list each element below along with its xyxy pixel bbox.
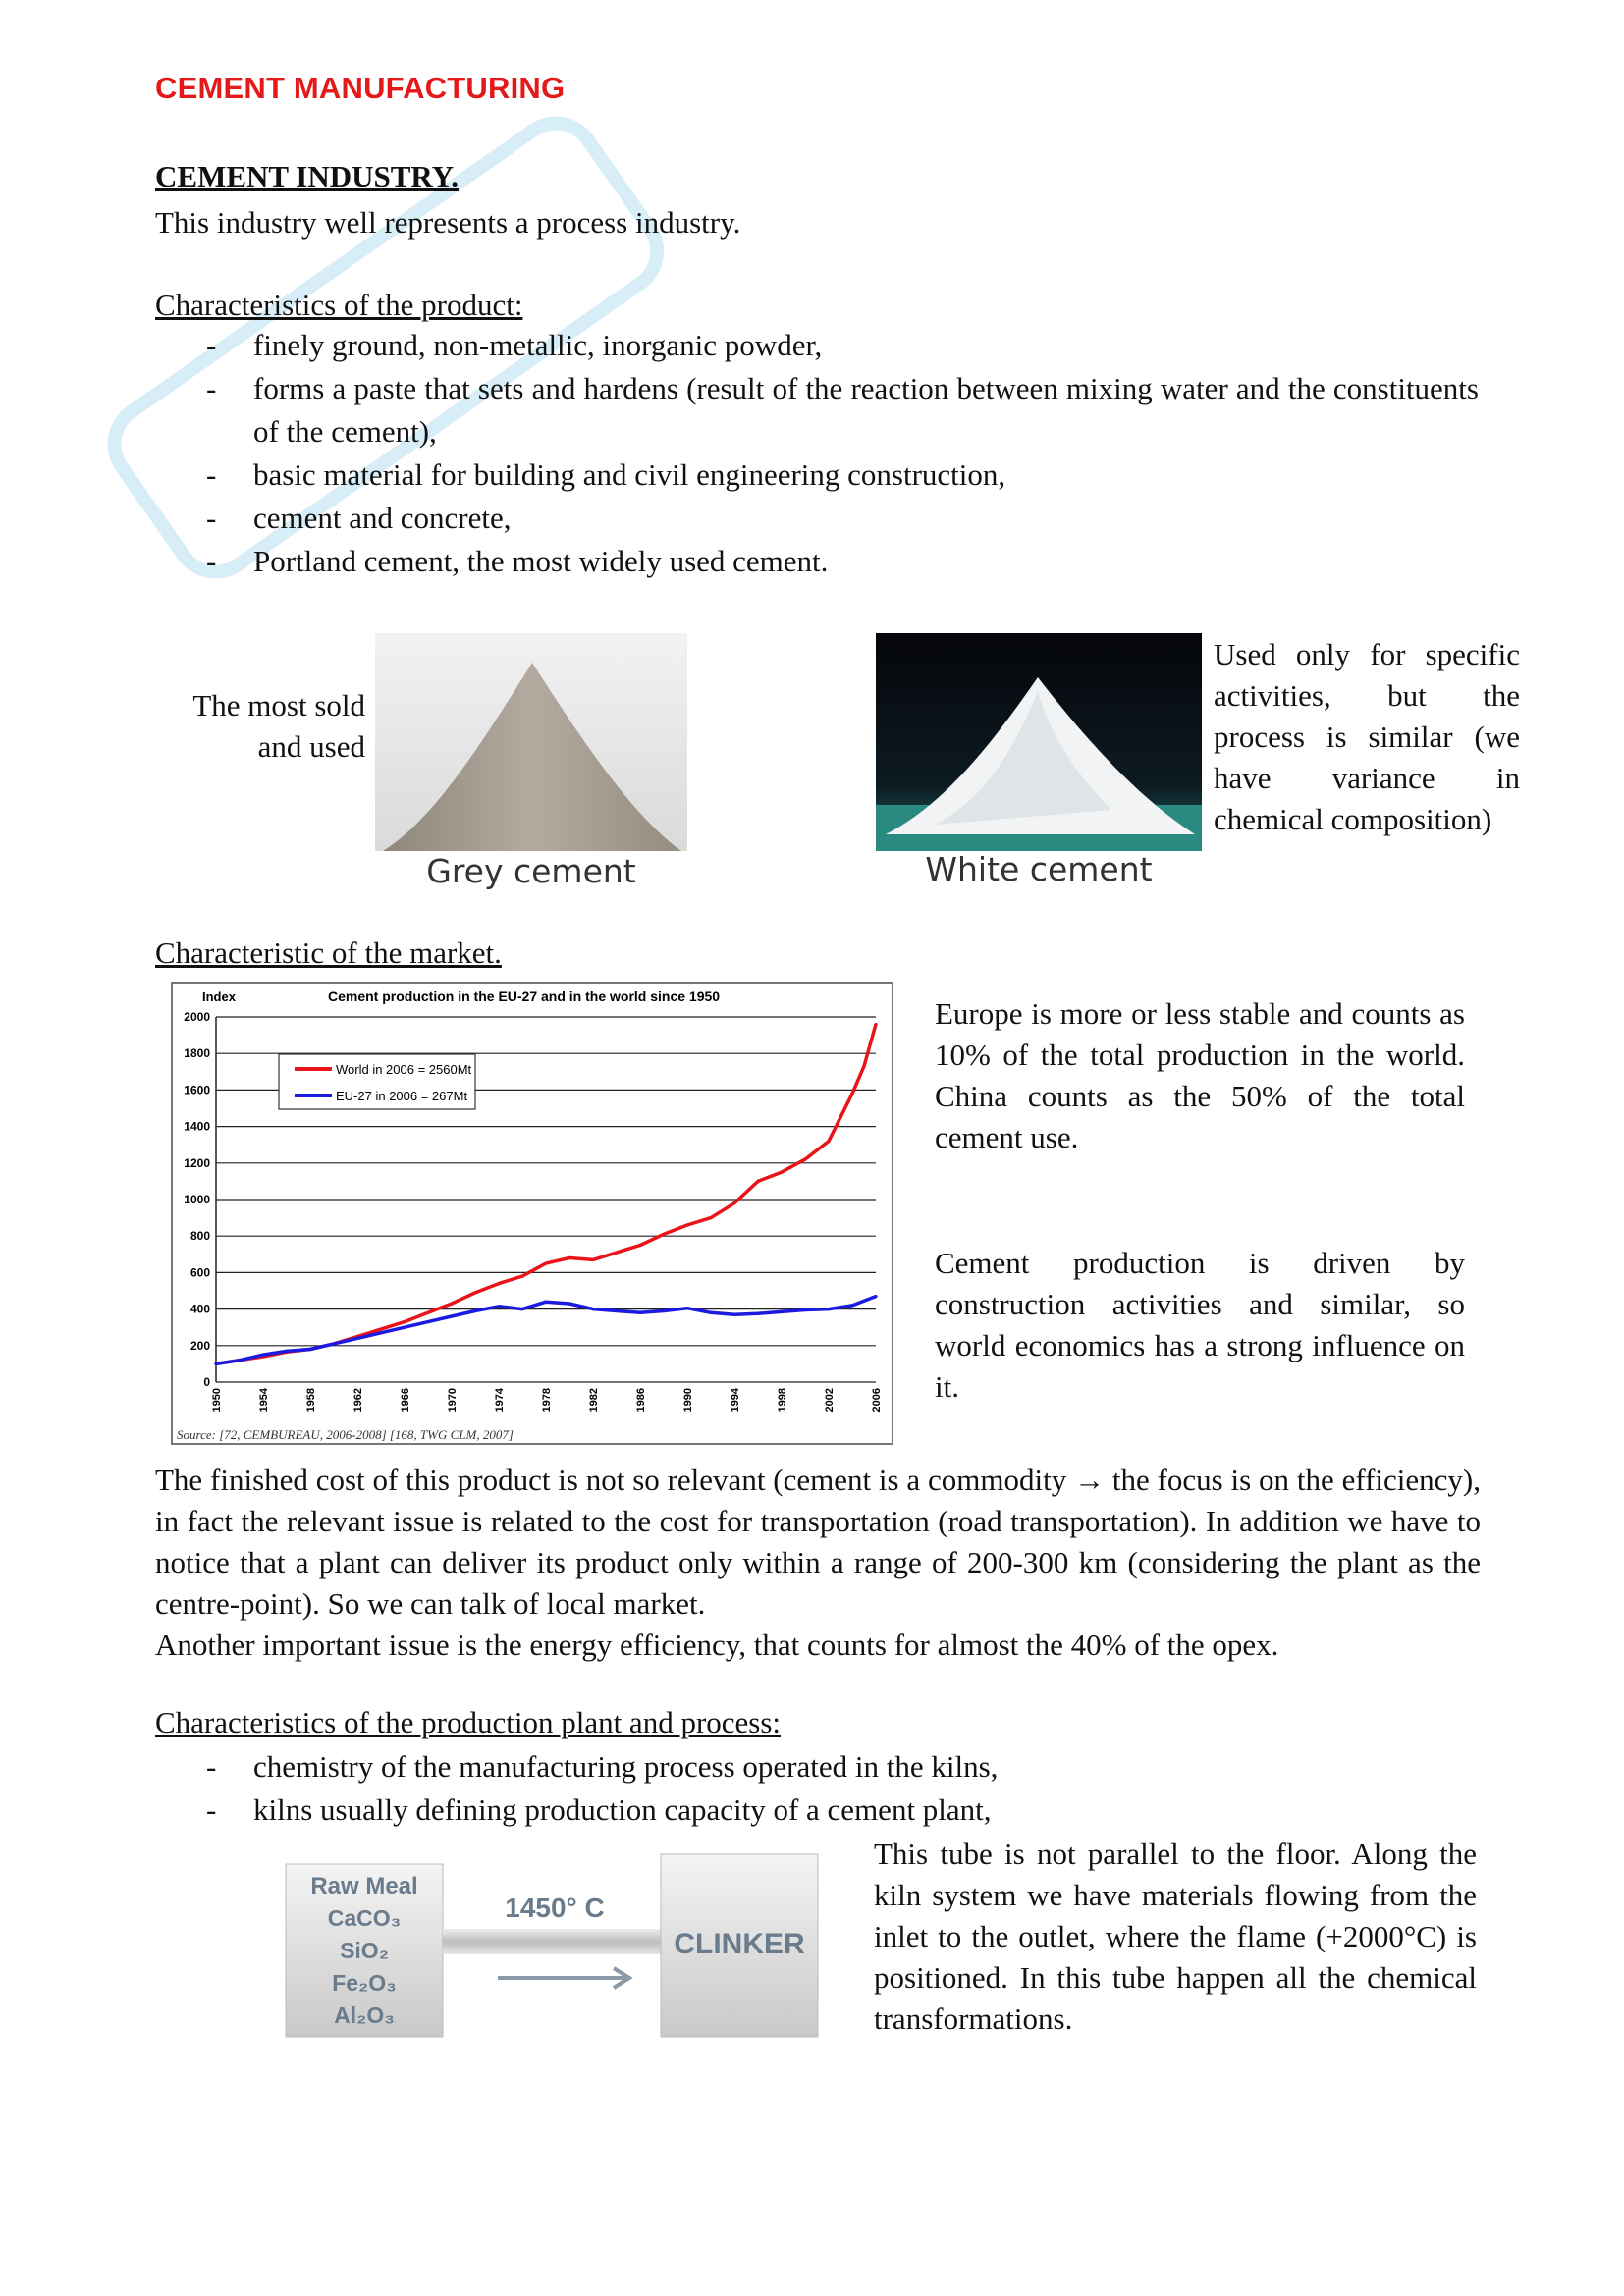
data-point: [568, 1302, 570, 1305]
data-point: [473, 1309, 476, 1312]
data-point: [520, 1308, 523, 1310]
chart-source: Source: [72, CEMBUREAU, 2006-2008] [168, TWG CLM, 2007]: [177, 1427, 514, 1442]
y-tick-label: 600: [189, 1265, 210, 1280]
data-point: [285, 1350, 288, 1353]
legend-eu27: EU-27 in 2006 = 267Mt: [336, 1089, 468, 1103]
chart-legend: [279, 1054, 475, 1109]
industry-heading: CEMENT INDUSTRY.: [155, 159, 459, 193]
grey-cement-image: [375, 633, 687, 851]
compound-fe2o3: Fe₂O₃: [332, 1970, 397, 1996]
data-point: [426, 1311, 429, 1314]
x-tick-label: 1986: [635, 1388, 647, 1413]
chart-y-axis-label: Index: [202, 989, 236, 1004]
data-point: [756, 1180, 759, 1183]
x-tick-label: 1974: [494, 1388, 506, 1413]
clinker-label: CLINKER: [674, 1928, 805, 1960]
y-tick-label: 1400: [184, 1119, 210, 1134]
arrow-right-icon: [498, 1968, 629, 1988]
data-point: [450, 1314, 453, 1317]
data-point: [379, 1327, 382, 1330]
data-point: [709, 1311, 712, 1314]
compound-caco3: CaCO₃: [327, 1905, 402, 1931]
compound-sio2: SiO₂: [340, 1938, 389, 1963]
y-tick-label: 800: [189, 1229, 210, 1244]
y-tick-label: 2000: [184, 1010, 210, 1024]
data-point: [874, 1295, 877, 1298]
x-tick-label: 1982: [588, 1388, 600, 1413]
y-tick-label: 400: [189, 1302, 210, 1316]
data-point: [850, 1093, 853, 1095]
x-tick-label: 2006: [871, 1388, 883, 1413]
data-point: [497, 1305, 500, 1308]
data-point: [839, 1116, 841, 1119]
data-point: [520, 1275, 523, 1278]
data-point: [685, 1307, 688, 1309]
data-point: [591, 1308, 594, 1310]
data-point: [426, 1320, 429, 1323]
data-point: [685, 1223, 688, 1226]
data-point: [615, 1251, 618, 1254]
data-point: [450, 1302, 453, 1305]
x-tick-label: 1954: [258, 1388, 270, 1413]
data-point: [862, 1065, 865, 1068]
data-point: [850, 1304, 853, 1307]
x-tick-label: 1990: [682, 1388, 694, 1413]
list-item: - cement and concrete,: [206, 501, 512, 535]
data-point: [403, 1320, 406, 1323]
y-tick-label: 1200: [184, 1155, 210, 1170]
data-point: [803, 1157, 806, 1160]
energy-paragraph: Another important issue is the energy efficiency, that counts for almost the 40% of the opex.: [155, 1628, 1279, 1662]
data-point: [473, 1291, 476, 1294]
grey-cement-note: The most sold and used: [192, 688, 365, 764]
cement-production-chart: [171, 982, 893, 1445]
data-point: [803, 1308, 806, 1311]
data-point: [261, 1354, 264, 1357]
data-point: [827, 1308, 830, 1310]
data-point: [874, 1023, 877, 1026]
kiln-process-diagram: [280, 1850, 830, 2042]
white-cement-caption: White cement: [925, 850, 1153, 888]
plant-list: [155, 1745, 1479, 1832]
y-tick-label: 0: [203, 1375, 210, 1389]
data-point: [591, 1258, 594, 1261]
market-note-europe: Europe is more or less stable and counts as 10% of the total production in the world. China counts as the 50% of the total cement use.: [935, 996, 1465, 1154]
data-point: [732, 1201, 735, 1204]
list-item: - finely ground, non-metallic, inorganic powder,: [206, 328, 823, 362]
list-item: - basic material for building and civil engineering construction,: [206, 457, 1006, 492]
x-tick-label: 1962: [352, 1388, 364, 1413]
legend-world: World in 2006 = 2560Mt: [336, 1062, 472, 1077]
chart-title: Cement production in the EU-27 and in the world since 1950: [328, 988, 721, 1004]
cost-paragraph: The finished cost of this product is not so relevant (cement is a commodity → the focus is on the efficiency), in fact the relevant issue is related to the cost for transportation (road transportation). In addition we have to notice that a plant can deliver its product only within a range of 200-300 km (considering the plant as the centre-point). So we can talk of local market.: [155, 1463, 1481, 1621]
product-list: [155, 324, 1479, 583]
x-tick-label: 1950: [211, 1388, 223, 1413]
plant-heading: Characteristics of the production plant and process:: [155, 1705, 782, 1739]
x-tick-label: 1958: [305, 1388, 317, 1413]
x-tick-label: 2002: [824, 1388, 836, 1413]
data-point: [827, 1140, 830, 1143]
temperature-label: 1450° C: [505, 1893, 605, 1923]
data-point: [638, 1311, 641, 1314]
kiln-note: This tube is not parallel to the floor. Along the kiln system we have materials flowing from the inlet to the outlet, where the flame (+2000°C) is positioned. In this tube happen all the chemical transformations.: [874, 1837, 1477, 2036]
data-point: [214, 1362, 217, 1365]
white-cement-note: Used only for specific activities, but the process is similar (we have variance in chemical composition): [1214, 637, 1520, 836]
industry-intro: This industry well represents a process industry.: [155, 205, 741, 240]
compound-al2o3: Al₂O₃: [334, 2002, 395, 2028]
data-point: [662, 1309, 665, 1312]
data-point: [709, 1216, 712, 1219]
data-point: [238, 1359, 241, 1362]
y-tick-label: 1800: [184, 1046, 210, 1061]
market-note-drivers: Cement production is driven by construction activities and similar, so world economics has a strong influence on it.: [935, 1246, 1465, 1404]
x-tick-label: 1994: [730, 1388, 741, 1413]
white-cement-image: [876, 633, 1202, 851]
data-point: [355, 1337, 358, 1340]
y-tick-label: 1600: [184, 1083, 210, 1097]
data-point: [497, 1282, 500, 1285]
list-item: - kilns usually defining production capacity of a cement plant,: [206, 1792, 992, 1827]
data-point: [403, 1326, 406, 1329]
data-point: [308, 1348, 311, 1351]
data-point: [780, 1310, 783, 1313]
data-point: [544, 1301, 547, 1304]
data-point: [332, 1342, 335, 1345]
product-heading: Characteristics of the product:: [155, 288, 523, 322]
data-point: [615, 1309, 618, 1312]
data-point: [780, 1171, 783, 1174]
x-tick-label: 1978: [541, 1388, 553, 1413]
data-point: [568, 1256, 570, 1259]
list-item: - chemistry of the manufacturing process operated in the kilns,: [206, 1749, 999, 1784]
list-item: - forms a paste that sets and hardens (result of the reaction between mixing water and the constituents of the cement),: [206, 371, 1479, 449]
y-tick-label: 200: [189, 1338, 210, 1353]
list-item: - Portland cement, the most widely used cement.: [206, 544, 829, 578]
data-point: [638, 1244, 641, 1247]
data-point: [732, 1313, 735, 1316]
data-point: [379, 1331, 382, 1334]
data-point: [662, 1233, 665, 1236]
grey-cement-caption: Grey cement: [426, 852, 636, 890]
data-point: [756, 1312, 759, 1315]
data-point: [544, 1262, 547, 1265]
x-tick-label: 1966: [400, 1388, 411, 1413]
x-tick-label: 1998: [777, 1388, 788, 1413]
page-title: CEMENT MANUFACTURING: [155, 71, 566, 105]
y-tick-label: 1000: [184, 1193, 210, 1206]
market-heading: Characteristic of the market.: [155, 935, 502, 970]
raw-meal-label: Raw Meal: [310, 1873, 418, 1899]
x-tick-label: 1970: [447, 1388, 459, 1413]
